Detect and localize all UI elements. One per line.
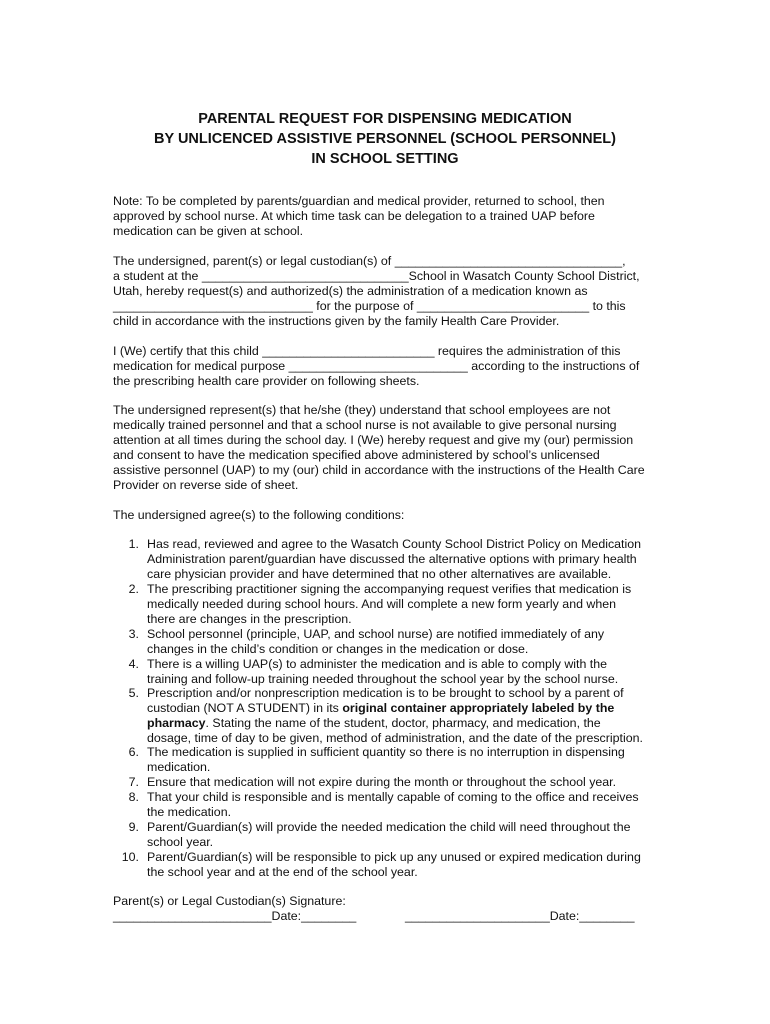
list-number: 9. (128, 820, 139, 834)
title-line-3: IN SCHOOL SETTING (311, 151, 459, 167)
list-text-segment: custodian (NOT A STUDENT) in its (147, 701, 343, 715)
para3-line-4: and consent to have the medication specified above administered by school’s unlicensed (113, 448, 600, 462)
para2-line-2: medication for medical purpose __________________________ according to the instructions of (113, 359, 640, 373)
signature-label: Parent(s) or Legal Custodian(s) Signature: (113, 894, 346, 908)
para3-line-1: The undersigned represent(s) that he/she (they) understand that school employees are not (113, 403, 611, 417)
list-text: training and follow-up training needed throughout the school year by the school nurse. (147, 672, 619, 686)
list-text: medically needed during school hours. And will complete a new form yearly and when (147, 597, 617, 611)
note-line-1: Note: To be completed by parents/guardian and medical provider, returned to school, then (113, 194, 605, 208)
title-line-2: BY UNLICENCED ASSISTIVE PERSONNEL (SCHOOL PERSONNEL) (154, 131, 616, 147)
list-number: 6. (128, 745, 139, 759)
signature-line-2[interactable]: _____________________Date:________ (405, 909, 635, 923)
list-text-bold: original container appropriately labeled by the (342, 701, 615, 715)
list-text: There is a willing UAP(s) to administer the medication and is able to comply with the (147, 657, 608, 671)
note-line-2: approved by school nurse. At which time task can be delegation to a trained UAP before (113, 209, 595, 223)
list-text: medication. (147, 760, 211, 774)
conditions-intro: The undersigned agree(s) to the following conditions: (113, 508, 405, 522)
title-line-1: PARENTAL REQUEST FOR DISPENSING MEDICATION (198, 111, 572, 127)
para3-line-2: medically trained personnel and that a school nurse is not available to give personal nursing (113, 418, 617, 432)
list-text-bold: pharmacy (147, 716, 206, 730)
para1-line-1: The undersigned, parent(s) or legal custodian(s) of _________________________________, (113, 254, 626, 268)
list-text: Has read, reviewed and agree to the Wasatch County School District Policy on Medication (147, 537, 642, 551)
para3-line-6: Provider on reverse side of sheet. (113, 478, 299, 492)
list-number: 10. (121, 850, 139, 864)
para1-line-4: _____________________________ for the purpose of _________________________ to this (113, 299, 626, 313)
list-text: Parent/Guardian(s) will be responsible to pick up any unused or expired medication during (147, 850, 641, 864)
para2-line-1: I (We) certify that this child _________________________ requires the administration of this (113, 344, 621, 358)
list-text: Parent/Guardian(s) will provide the needed medication the child will need throughout the (147, 820, 631, 834)
document-title (0, 109, 770, 169)
list-text: school year. (147, 835, 214, 849)
list-text: Administration parent/guardian have discussed the alternative options with primary health (147, 552, 637, 566)
list-text: there are changes in the prescription. (147, 612, 352, 626)
list-number: 5. (128, 686, 139, 700)
list-text: That your child is responsible and is mentally capable of coming to the office and receives (147, 790, 639, 804)
list-text: The medication is supplied in sufficient quantity so there is no interruption in dispensing (147, 745, 625, 759)
list-text (147, 716, 643, 731)
signature-line-1[interactable]: _______________________Date:________ (113, 909, 357, 923)
list-text: the medication. (147, 805, 232, 819)
list-text: Ensure that medication will not expire during the month or throughout the school year. (147, 775, 617, 789)
para1-line-3: Utah, hereby request(s) and authorized(s) the administration of a medication known as (113, 284, 588, 298)
list-text: the school year and at the end of the school year. (147, 865, 418, 879)
list-text: School personnel (principle, UAP, and school nurse) are notified immediately of any (147, 627, 605, 641)
list-text: Prescription and/or nonprescription medication is to be brought to school by a parent of (147, 686, 624, 700)
list-text: care physician provider and have determined that no other alternatives are available. (147, 567, 612, 581)
para3-line-5: assistive personnel (UAP) to my (our) child in accordance with the instructions of the Health Care (113, 463, 645, 477)
list-text: dosage, time of day to be given, method of administration, and the date of the prescription. (147, 731, 643, 745)
list-number: 2. (128, 582, 139, 596)
list-text (147, 701, 643, 716)
list-number: 4. (128, 657, 139, 671)
note-line-3: medication can be given at school. (113, 224, 304, 238)
list-text-segment: . Stating the name of the student, doctor, pharmacy, and medication, the (205, 716, 601, 730)
list-number: 8. (128, 790, 139, 804)
list-number: 1. (128, 537, 139, 551)
para1-line-2: a student at the ______________________________School in Wasatch County School District, (113, 269, 640, 283)
para3-line-3: attention at all times during the school day. I (We) hereby request and give my (our) permission (113, 433, 634, 447)
para1-line-5: child in accordance with the instructions given by the family Health Care Provider. (113, 314, 560, 328)
list-text: changes in the child’s condition or changes in the medication or dose. (147, 642, 529, 656)
para2-line-3: the prescribing health care provider on following sheets. (113, 374, 420, 388)
list-text: The prescribing practitioner signing the accompanying request verifies that medication is (147, 582, 632, 596)
list-number: 7. (128, 775, 139, 789)
list-number: 3. (128, 627, 139, 641)
